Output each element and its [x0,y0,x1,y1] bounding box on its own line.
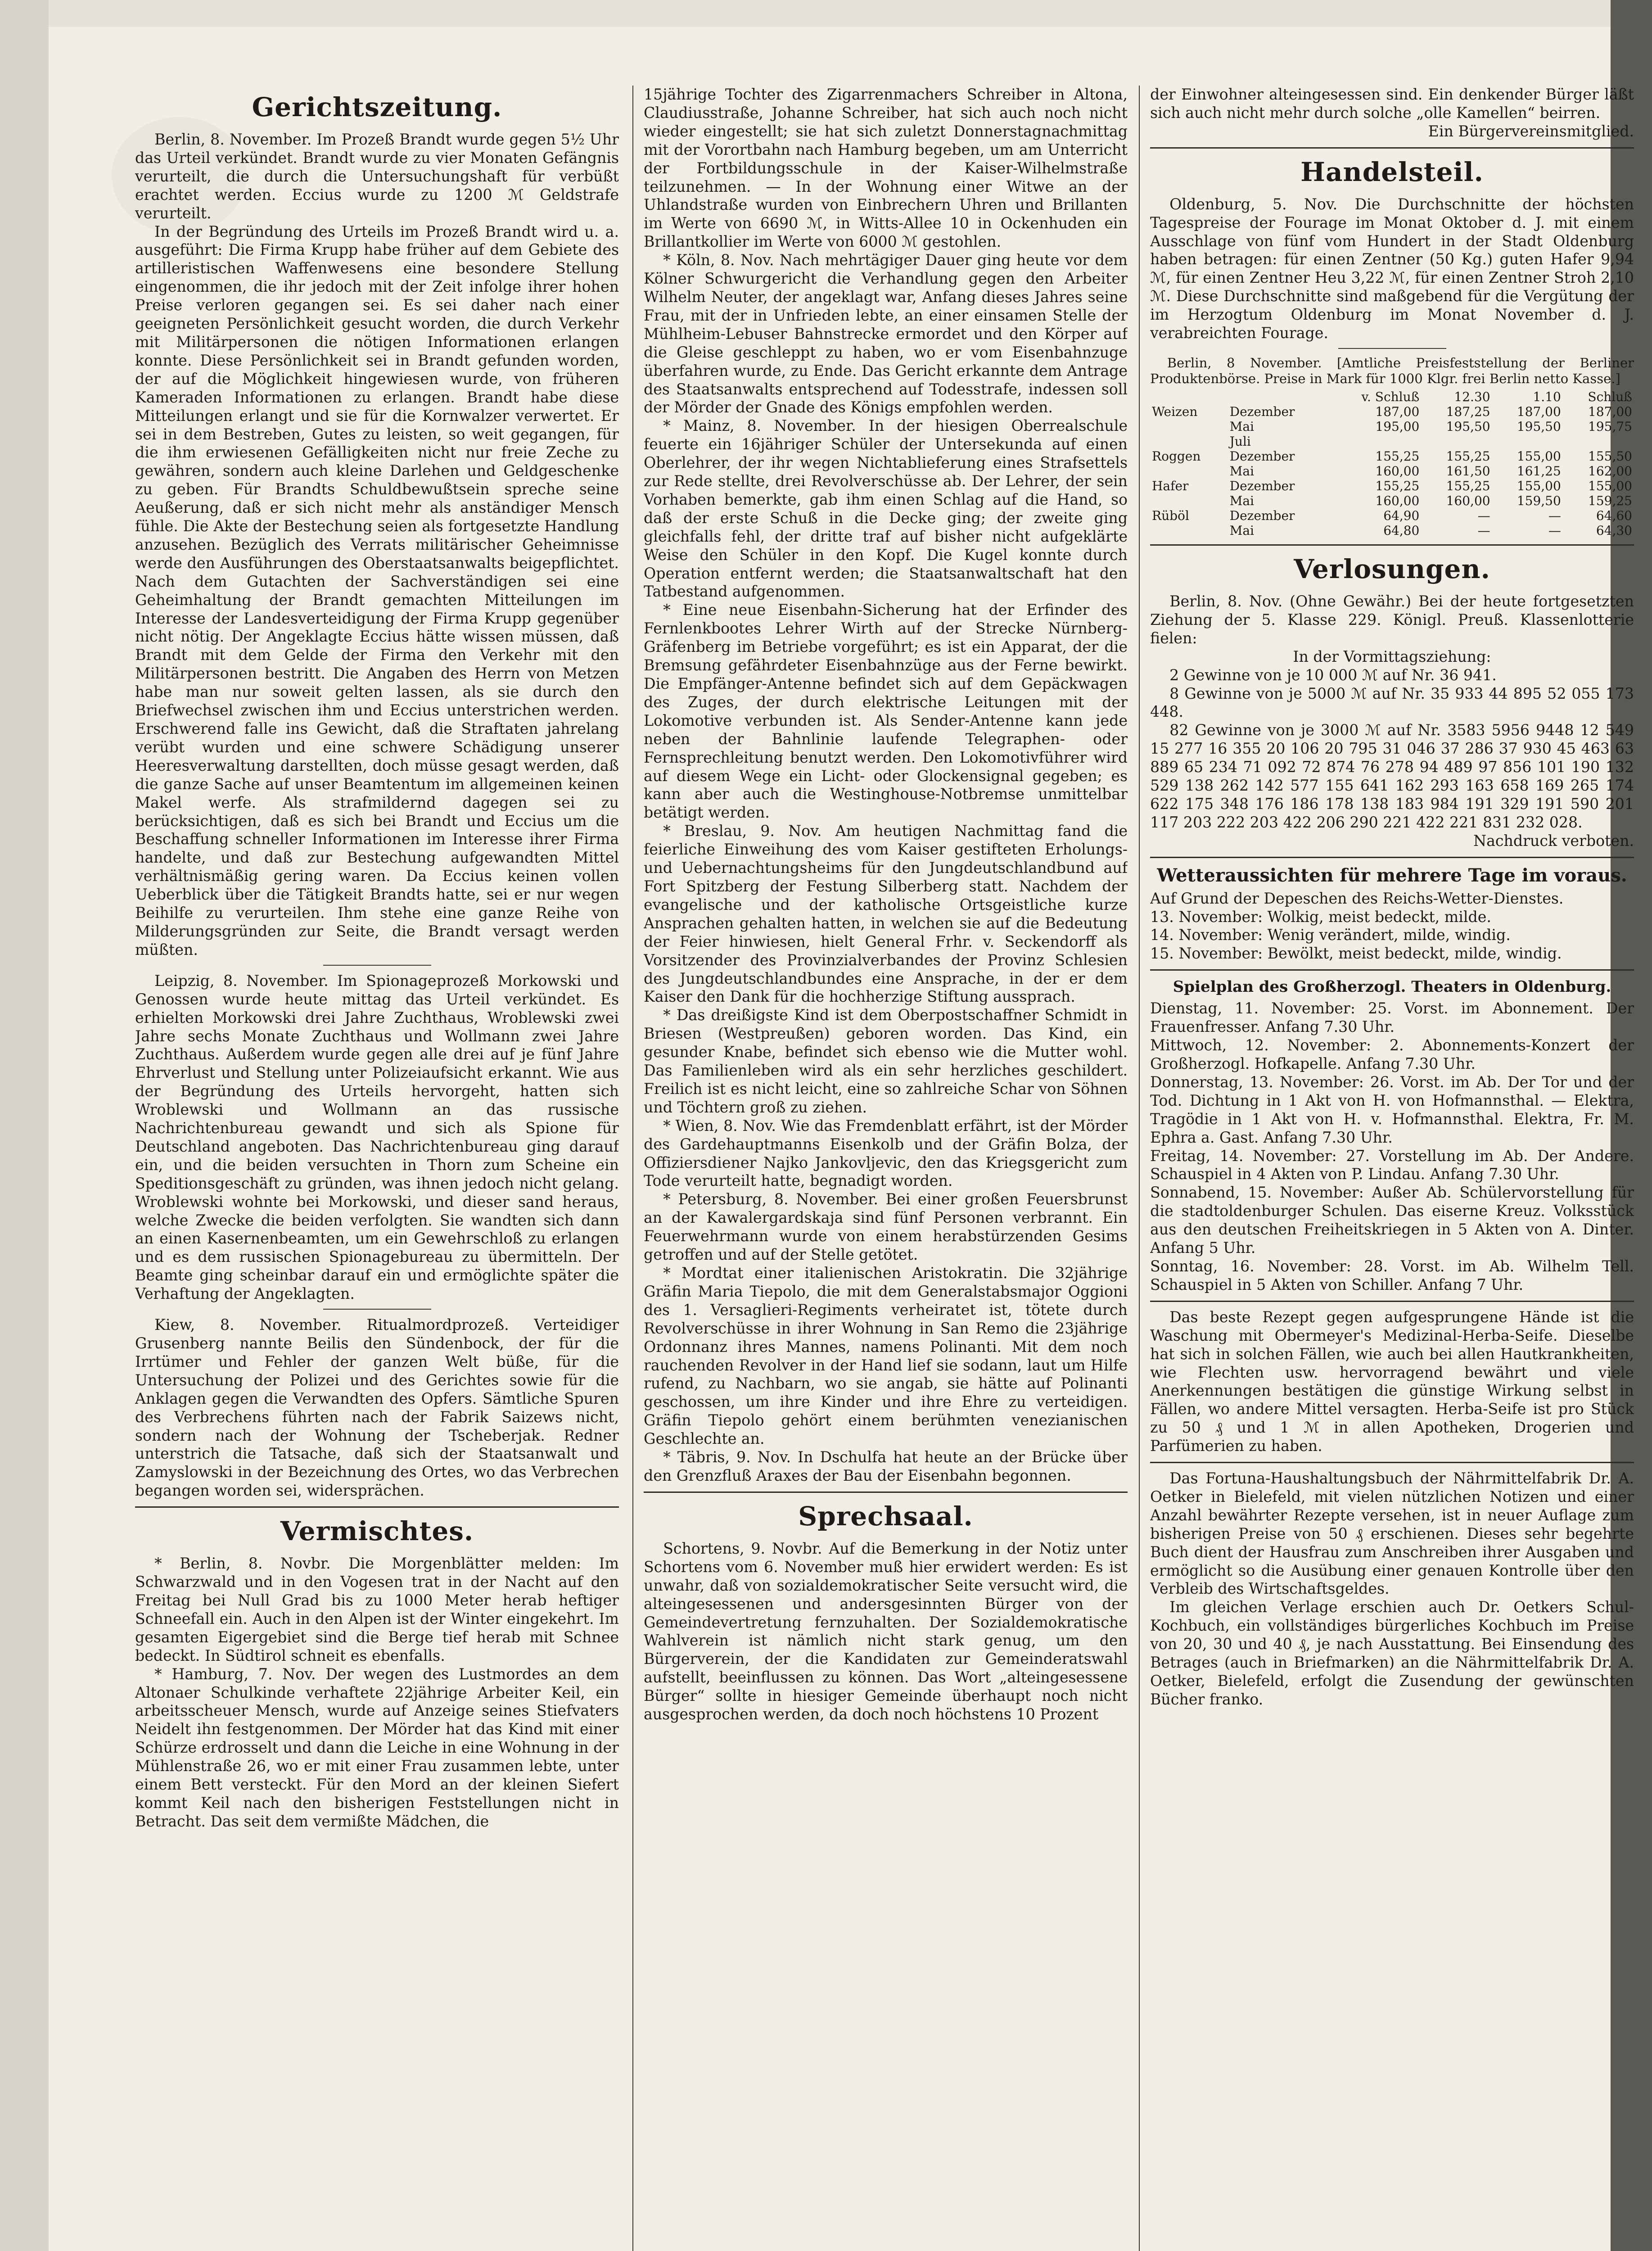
divider [1150,147,1634,149]
column-2 [644,86,1128,2251]
price-row [1150,464,1634,479]
price-cell: Weizen [1152,404,1198,419]
article-leipzig: Leipzig, 8. November. Im Spionageprozeß Morkowski und Genossen wurde heute mittag das Urteil verkündet. Es erhielten Morkowski drei Jahre Zuchthaus, Wroblewski zwei Jahre sechs Monate Zuchthaus und Wollmann zwei Jahre Zuchthaus. Außerdem wurde gegen alle drei auf je fünf Jahre Ehrverlust und Stellung unter Polizeiaufsicht erkannt. Wie aus der Begründung des Urteils hervorgeht, hatten sich Wroblewski und Wollmann an das russische Nachrichtenbureau gewandt und sich als Spione für Deutschland angeboten. Das Nachrichtenbureau ging darauf ein, und die beiden versuchten in Thorn zum Scheine ein Speditionsgeschäft zu gründen, was ihnen jedoch nicht gelang. Wroblewski wohnte bei Morkowski, und dieser sand heraus, welche Zwecke die beiden verfolgten. Sie wandten sich dann an einen Kasernenbeamten, um ein Gewehrschloß zu erlangen und es dem russischen Spionagebureau zu übermitteln. Der Beamte ging scheinbar darauf ein und ermöglichte später die Verhaftung der Angeklagten. [135,972,619,1303]
price-table-header-row [1150,389,1634,404]
price-cell [1492,434,1563,449]
theater-item: Sonntag, 16. November: 28. Vorst. im Ab. Wilhelm Tell. Schauspiel in 5 Akten von Schiller. Anfang 7 Uhr. [1150,1257,1634,1293]
divider [644,1492,1128,1493]
article-hamburg-cont: 15jährige Tochter des Zigarrenmachers Schreiber in Altona, Claudiusstraße, Johanne Schreiber, hat sich auch noch nicht wieder eingestellt; sie hat sich zuletzt Donnerstagnachmittag mit der Vorortbahn nach Hamburg begeben, um am Unterricht der Fortbildungsschule in der Kaiser-Wilhelmstraße teilzunehmen. — In der Wohnung einer Witwe an der Uhlandstraße wurden von Einbrechern Uhren und Brillanten im Werte von 6690 ℳ, in Witts-Allee 10 in Ockenhuden ein Brillantkollier im Werte von 6000 ℳ gestohlen. [644,86,1128,251]
price-cell: — [1477,508,1490,523]
article-schortens-cont: der Einwohner alteingesessen sind. Ein denkender Bürger läßt sich auch nicht mehr durch solche „olle Kamellen“ beirren. [1150,86,1634,122]
price-cell: Dezember [1229,508,1295,523]
price-row [1150,404,1634,419]
price-cell: 161,50 [1446,463,1490,479]
article-berlin-brandt: Berlin, 8. November. Im Prozeß Brandt wurde gegen 5½ Uhr das Urteil verkündet. Brandt wurde zu vier Monaten Gefängnis verurteilt, die durch die Untersuchungshaft für verbüßt erachtet werden. Eccius wurde zu 1200 ℳ Geldstrafe verurteilt. [135,131,619,222]
price-cell: 195,50 [1446,419,1490,434]
price-cell: 64,80 [1383,523,1420,538]
lottery-line-3: 82 Gewinne von je 3000 ℳ auf Nr. 3583 5956 9448 12 549 15 277 16 355 20 106 20 795 31 046 37 286 37 930 45 463 63 889 65 234 71 092 72 874 76 278 94 489 97 856 101 190 132 529 138 262 142 577 155 641 162 293 163 658 169 265 174 622 175 348 176 186 178 138 183 984 191 329 191 590 201 117 203 222 203 422 206 290 221 422 221 831 232 028. [1150,721,1634,831]
price-row [1150,449,1634,464]
article-taebris: * Täbris, 9. Nov. In Dschulfa hat heute an der Brücke über den Grenzfluß Araxes der Bau der Eisenbahn begonnen. [644,1448,1128,1484]
price-col-header: 12.30 [1454,389,1490,404]
price-col-header: 1.10 [1533,389,1561,404]
article-mainz: * Mainz, 8. November. In der hiesigen Oberrealschule feuerte ein 16jähriger Schüler der Untersekunda auf einen Oberlehrer, der ihr wegen Nichtablieferung eines Strafsettels zur Rede stellte, drei Revolverschüsse ab. Der Lehrer, der sein Vorhaben bemerkte, gab ihm einen Schlag auf die Hand, so daß der erste Schuß in die Decke ging; der zweite ging gleichfalls fehl, der dritte traf auf bisher nicht aufgeklärte Weise den Schüler in den Kopf. Die Kugel konnte durch Operation entfernt werden; die Staatsanwaltschaft hat den Tatbestand aufgenommen. [644,417,1128,601]
price-cell: Dezember [1229,478,1295,493]
article-eisenbahn: * Eine neue Eisenbahn-Sicherung hat der Erfinder des Fernlenkbootes Lehrer Wirth auf der Strecke Nürnberg-Gräfenberg im Betriebe vorgeführt; es ist ein Apparat, der die Bremsung gefährdeter Eisenbahnzüge aus der Ferne bewirkt. Die Empfänger-Antenne befindet sich auf dem Gepäckwagen des Zuges, der durch elektrische Leitungen mit der Lokomotive verbunden ist. Als Sender-Antenne kann jede neben der Bahnlinie laufende Telegraphen- oder Fernsprechleitung benutzt werden. Den Lokomotivführer wird auf diesem Wege ein Licht- oder Glockensignal gegeben; es kann aber auch die Westinghouse-Notbremse unmittelbar betätigt werden. [644,601,1128,822]
price-cell: — [1548,508,1561,523]
lottery-line-1: 2 Gewinne von je 10 000 ℳ auf Nr. 36 941. [1169,666,1497,684]
article-koeln: * Köln, 8. Nov. Nach mehrtägiger Dauer ging heute vor dem Kölner Schwurgericht die Verhandlung gegen den Arbeiter Wilhelm Neuter, der angeklagt war, Anfang dieses Jahres seine Frau, mit der in Unfrieden lebte, an einer einsamen Stelle der Mühlheim-Lebuser Bahnstrecke ermordet und den Körper auf die Gleise geschleppt zu haben, wo er vom Eisenbahnzuge überfahren wurde, zu Ende. Das Gericht erkannte dem Antrage des Staatsanwalts entsprechend auf Todesstrafe, indessen soll der Mörder der Gnade des Königs empfohlen werden. [644,251,1128,416]
article-berlin-schnee: * Berlin, 8. Novbr. Die Morgenblätter melden: Im Schwarzwald und in den Vogesen trat in der Nacht auf den Freitag bei Null Grad bis zu 1000 Meter herab heftiger Schneefall ein. Auch in den Alpen ist der Winter eingekehrt. Im gesamten Eigergebiet sind die Berge tief herab mit Schnee bedeckt. In Südtirol schneit es ebenfalls. [135,1555,619,1664]
price-row [1150,523,1634,538]
lottery-line-2: 8 Gewinne von je 5000 ℳ auf Nr. 35 933 44 895 52 055 173 448. [1150,684,1634,721]
price-row [1150,419,1634,434]
separator [1338,348,1446,349]
price-cell: 155,25 [1446,448,1490,464]
price-cell [1563,434,1634,449]
price-cell [1150,523,1228,538]
price-row [1150,508,1634,523]
price-cell: — [1477,523,1490,538]
column-rule [632,86,633,2251]
price-col-header: Schluß [1588,389,1632,404]
price-cell: 162,00 [1588,463,1632,479]
article-petersburg: * Petersburg, 8. November. Bei einer großen Feuersbrunst an der Kawalergardskaja sind fünf Personen verbrannt. Ein Feuerwehrmann wurde von einem herabstürzenden Gesims getroffen und auf der Stelle getötet. [644,1190,1128,1264]
price-cell: 155,25 [1446,478,1490,493]
price-cell: Mai [1229,523,1254,538]
section-title-verlosungen: Verlosungen. [1294,553,1490,584]
section-title-gerichtszeitung: Gerichtszeitung. [252,92,502,122]
separator [323,1309,431,1310]
price-cell: Dezember [1229,404,1295,419]
prices-header: Berlin, 8 November. [Amtliche Preisfeststellung der Berliner Produktenbörse. Preise in Mark für 1000 Klgr. frei Berlin netto Kasse.] [1150,355,1634,386]
section-title-weather: Wetteraussichten für mehrere Tage im voraus. [1157,864,1627,886]
theater-item: Dienstag, 11. November: 25. Vorst. im Abonnement. Der Frauenfresser. Anfang 7.30 Uhr. [1150,999,1634,1036]
divider [1150,857,1634,858]
price-cell: 64,60 [1596,508,1632,523]
divider [1150,969,1634,971]
article-wien: * Wien, 8. Nov. Wie das Fremdenblatt erfährt, ist der Mörder des Gardehauptmanns Eisenkolb und der Gräfin Bolza, der Offiziersdiener Najko Jankovljevic, den das Kriegsgericht zum Tode verurteilt hatte, begnadigt worden. [644,1116,1128,1190]
weather-item: 15. November: Bewölkt, meist bedeckt, milde, windig. [1150,945,1562,963]
weather-source: Auf Grund der Depeschen des Reichs-Wetter-Dienstes. [1150,889,1564,907]
price-cell: 155,25 [1375,478,1420,493]
article-dreissigste-kind: * Das dreißigste Kind ist dem Oberpostschaffner Schmidt in Briesen (Westpreußen) geboren worden. Das Kind, ein gesunder Knabe, befindet sich ebenso wie die Mutter wohl. Das Familienleben wird als ein sehr herzliches geschildert. Freilich ist es nicht leicht, eine so zahlreiche Schar von Söhnen und Töchtern groß zu ziehen. [644,1006,1128,1116]
price-cell: Juli [1229,434,1251,449]
price-cell: 160,00 [1446,493,1490,508]
theater-item: Freitag, 14. November: 27. Vorstellung im Ab. Der Andere. Schauspiel in 4 Akten von P. Lindau. Anfang 7.30 Uhr. [1150,1147,1634,1183]
page-margin-left [0,0,49,2251]
advert-herba-seife: Das beste Rezept gegen aufgesprungene Hände ist die Waschung mit Obermeyer's Medizinal-Herba-Seife. Dieselbe hat sich in solchen Fällen, wie auch bei allen Hautkrankheiten, wie Flechten usw. hervorragend bewährt und viele Anerkennungen bestätigen die günstige Wirkung selbst in Fällen, wo andere Mittel versagten. Herba-Seife ist pro Stück zu 50 ₰ und 1 ℳ in allen Apotheken, Drogerien und Parfümerien zu haben. [1150,1308,1634,1455]
weather-item: 13. November: Wolkig, meist bedeckt, milde. [1150,908,1491,926]
price-row [1150,493,1634,508]
article-brandt-begruendung: In der Begründung des Urteils im Prozeß Brandt wird u. a. ausgeführt: Die Firma Krupp habe früher auf dem Gebiete des artilleristischen Waffenwesens eine besondere Stellung eingenommen, die ihr jedoch mit der Zeit infolge ihrer hohen Preise verloren gegangen sei. Es sei daher nach einer geeigneten Persönlichkeit gesucht worden, die durch Verkehr mit Militärpersonen die nötigen Informationen erlangen konnte. Diese Persönlichkeit sei in Brandt gefunden worden, der auf die Möglichkeit hingewiesen wurde, von früheren Kameraden Informationen zu erlangen. Brandt habe diese Mitteilungen erlangt und sie für die Kornwalzer verwertet. Er sei in dem Bestreben, Gutes zu leisten, so weit gegangen, für die ihm erwiesenen Gefälligkeiten nicht nur freie Zeche zu gewähren, sondern auch kleine Darlehen und Geldgeschenke zu geben. Für Brandts Schuldbewußtsein spreche seine Aeußerung, daß er sich nicht mehr als anständiger Mensch fühle. Die Akte der Bestechung seien als fortgesetzte Handlung anzusehen. Bezüglich des Verrats militärischer Geheimnisse werde den Ausführungen des Oberstaatsanwalts beigepflichtet. Nach dem Gutachten der Sachverständigen sei eine Geheimhaltung der Brandt gemachten Mitteilungen im Interesse der Landesverteidigung der Firma Krupp gegenüber nicht nötig. Der Angeklagte Eccius hätte wissen müssen, daß Brandt mit dem Gelde der Firma den Verkehr mit den Militärpersonen bestritt. Die Angaben des Herrn von Metzen habe man nur soweit gelten lassen, als sie durch den Briefwechsel zwischen ihm und Eccius unterstrichen werden. Erschwerend falle ins Gewicht, daß die Straftaten jahrelang verübt wurden und eine schwere Schädigung unserer Heeresverwaltung darstellten, doch müsse gesagt werden, daß die ganze Sache auf unser Beamtentum im allgemeinen keinen Makel werfe. Als strafmildernd dagegen sei zu berücksichtigen, daß es sich bei Brandt und Eccius um die Beschaffung schneller Informationen im Interesse ihrer Firma handelte, und daß zur Bestechung aufgewandten Mittel verhältnismäßig gering waren. Da Eccius keinen vollen Ueberblick über die Tätigkeit Brandts hatte, sei er nur wegen Beihilfe zu verurteilen. Ihm stehe eine ganze Reihe von Milderungsgründen zur Seite, die Brandt versagt werden müßten. [135,222,619,958]
price-cell: 155,25 [1375,448,1420,464]
divider [1150,1462,1634,1463]
price-cell [1150,493,1228,508]
theater-item: Sonnabend, 15. November: Außer Ab. Schülervorstellung für die stadtoldenburger Schulen. Das eiserne Kreuz. Volksstück aus den deutschen Freiheitskriegen in 5 Akten von A. Dinter. Anfang 5 Uhr. [1150,1184,1634,1257]
weather-list [1150,908,1634,963]
column-1 [135,86,619,2251]
weather-item: 14. November: Wenig verändert, milde, windig. [1150,926,1511,944]
price-cell: 155,00 [1588,478,1632,493]
price-row [1150,434,1634,449]
price-cell: 187,00 [1375,404,1420,419]
price-cell: 161,25 [1517,463,1561,479]
price-cell: Dezember [1229,448,1295,464]
price-row [1150,479,1634,493]
section-title-sprechsaal: Sprechsaal. [798,1501,973,1532]
price-cell: 155,00 [1517,478,1561,493]
price-cell [1150,419,1228,434]
price-cell: 155,50 [1588,448,1632,464]
divider [135,1506,619,1508]
article-schortens: Schortens, 9. Novbr. Auf die Bemerkung in der Notiz unter Schortens vom 6. November muß hier erwidert werden: Es ist unwahr, daß von sozialdemokratischer Seite versucht wird, die alteingesessenen und andersgesinnten Bürger von der Gemeindevertretung fernzuhalten. Der Sozialdemokratische Wahlverein ist nämlich nicht stark genug, um den Bürgerverein, der die Kandidaten zur Gemeinderatswahl aufstellt, beeinflussen zu können. Das Wort „alteingesessene Bürger“ sollte in hiesiger Gemeinde überhaupt noch nicht ausgesprochen werden, da doch noch höchstens 10 Prozent [644,1539,1128,1723]
price-cell: 195,75 [1588,419,1632,434]
price-cell: Mai [1229,493,1254,508]
price-cell: — [1548,523,1561,538]
article-hamburg: * Hamburg, 7. Nov. Der wegen des Lustmordes an dem Altonaer Schulkinde verhaftete 22jährige Arbeiter Keil, ein arbeitsscheuer Mensch, wurde auf Anzeige seines Stiefvaters Neidelt ihn festgenommen. Der Mörder hat das Kind mit einer Schürze erdrosselt und dann die Leiche in eine Wohnung in der Mühlenstraße 26, wo er mit einer Frau zusammen lebte, unter einem Bett versteckt. Für den Mord an der kleinen Siefert kommt Keil nach den bisherigen Feststellungen nicht in Betracht. Das seit dem vermißte Mädchen, die [135,1665,619,1830]
article-mordtat: * Mordtat einer italienischen Aristokratin. Die 32jährige Gräfin Maria Tiepolo, die mit dem Generalstabsmajor Oggioni des 1. Versaglieri-Regiments verheiratet ist, tötete durch Revolverschüsse in ihrer Wohnung in San Remo die 23jährige Ordonnanz ihres Mannes, namens Polinanti. Mit dem noch rauchenden Revolver in der Hand lief sie sodann, laut um Hilfe rufend, zu Nachbarn, wo sie angab, sie hätte auf Polinanti geschossen, um ihre Kinder und ihre Ehre zu verteidigen. Gräfin Tiepolo gehört einem berühmten venezianischen Geschlechte an. [644,1264,1128,1448]
reprint-notice: Nachdruck verboten. [1473,832,1634,850]
price-cell: 187,00 [1517,404,1561,419]
advert-schul-kochbuch: Im gleichen Verlage erschien auch Dr. Oetkers Schul-Kochbuch, ein vollständiges bürgerliches Kochbuch im Preise von 20, 30 und 40 ₰, je nach Ausstattung. Bei Einsendung des Betrages (auch in Briefmarken) an die Nährmittelfabrik Dr. A. Oetker, Bielefeld, erfolgt die Zusendung der gewünschten Bücher franko. [1150,1598,1634,1708]
divider [1150,544,1634,546]
price-cell: 195,00 [1375,419,1420,434]
price-cell: 64,90 [1383,508,1420,523]
section-title-theater: Spielplan des Großherzogl. Theaters in Oldenburg. [1173,978,1611,996]
price-col-header: v. Schluß [1361,389,1420,404]
column-rule [1139,86,1140,2251]
price-cell: 187,00 [1588,404,1632,419]
price-cell: 160,00 [1375,493,1420,508]
article-kiew: Kiew, 8. November. Ritualmordprozeß. Verteidiger Grusenberg nannte Beilis den Sündenbock, der für die Irrtümer und Fehler der ganzen Welt büße, für die Untersuchung der Polizei und des Gerichtes sowie für die Anklagen gegen die Verwandten des Opfers. Sämtliche Spuren des Verbrechens führten nach der Fabrik Saizews nicht, sondern nach der Wohnung der Tscheberjak. Redner unterstrich die Tatsache, daß sich der Staatsanwalt und Zamyslowski in der Bezeichnung des Ortes, wo das Verbrechen begangen worden sei, widersprächen. [135,1316,619,1500]
section-title-vermischtes: Vermischtes. [280,1516,474,1547]
price-cell [1330,434,1421,449]
price-cell: 195,50 [1517,419,1561,434]
theater-item: Mittwoch, 12. November: 2. Abonnements-Konzert der Großherzogl. Hofkapelle. Anfang 7.30 Uhr. [1150,1036,1634,1072]
price-col-header [1150,389,1228,404]
lottery-intro: Berlin, 8. Nov. (Ohne Gewähr.) Bei der heute fortgesetzten Ziehung der 5. Klasse 229. Königl. Preuß. Klassenlotterie fielen: [1150,592,1634,647]
price-cell: Roggen [1152,448,1201,464]
article-oldenburg-fourage: Oldenburg, 5. Nov. Die Durchschnitte der höchsten Tagespreise der Fourage im Monat Oktober d. J. mit einem Ausschlage von fünf vom Hundert in der Stadt Oldenburg haben betragen: für einen Zentner (50 Kg.) guten Hafer 9,94 ℳ, für einen Zentner Heu 3,22 ℳ, für einen Zentner Stroh 2,10 ℳ. Diese Durchschnitte sind maßgebend für die Vergütung der im Herzogtum Oldenburg im Monat November d. J. verabreichten Fourage. [1150,195,1634,342]
divider [1150,1301,1634,1302]
price-cell [1150,434,1228,449]
price-cell: 64,30 [1596,523,1632,538]
price-cell: Hafer [1152,478,1189,493]
price-cell: 159,25 [1588,493,1632,508]
price-cell: 159,50 [1517,493,1561,508]
price-cell: 160,00 [1375,463,1420,479]
price-cell: Mai [1229,463,1254,479]
signature: Ein Bürgervereinsmitglied. [1428,122,1634,140]
separator [323,965,431,966]
price-cell [1150,464,1228,479]
price-cell: Rüböl [1152,508,1189,523]
price-table [1150,389,1634,538]
article-breslau: * Breslau, 9. Nov. Am heutigen Nachmittag fand die feierliche Einweihung des vom Kaiser gestifteten Erholungs- und Uebernachtungsheims für den Jungdeutschlandbund auf Fort Spitzberg der Festung Silberberg statt. Nachdem der evangelische und der katholische Ortsgeistliche kurze Ansprachen gehalten hatten, in welchen sie auf die Bedeutung der Feier hinwiesen, hielt General Frhr. v. Seckendorff als Vorsitzender des Provinzialverbandes der Provinz Schlesien des Jungdeutschlandbundes eine Ansprache, in der er dem Kaiser den Dank für die hochherzige Stiftung aussprach. [644,822,1128,1006]
column-3 [1150,86,1634,2251]
price-col-header [1228,389,1330,404]
lottery-subhead: In der Vormittagsziehung: [1293,647,1491,665]
theater-item: Donnerstag, 13. November: 26. Vorst. im Ab. Der Tor und der Tod. Dichtung in 1 Akt von H. von Hofmannsthal. — Elektra, Tragödie in 1 Akt von H. v. Hofmannsthal. Elektra, Fr. M. Ephra a. Gast. Anfang 7.30 Uhr. [1150,1073,1634,1146]
price-cell: 155,00 [1517,448,1561,464]
advert-fortuna: Das Fortuna-Haushaltungsbuch der Nährmittelfabrik Dr. A. Oetker in Bielefeld, mit vielen nützlichen Notizen und einer Anzahl bewährter Rezepte versehen, ist in neuer Auflage zum bisherigen Preise von 50 ₰ erschienen. Dieses sehr begehrte Buch dient der Hausfrau zum Anschreiben ihrer Ausgaben und ermöglicht so die Ausübung einer genauen Kontrolle über den Verbleib des Wirtschaftsgeldes. [1150,1469,1634,1598]
price-cell: Mai [1229,419,1254,434]
price-cell [1421,434,1492,449]
section-title-handelsteil: Handelsteil. [1300,156,1484,187]
price-cell: 187,25 [1446,404,1490,419]
